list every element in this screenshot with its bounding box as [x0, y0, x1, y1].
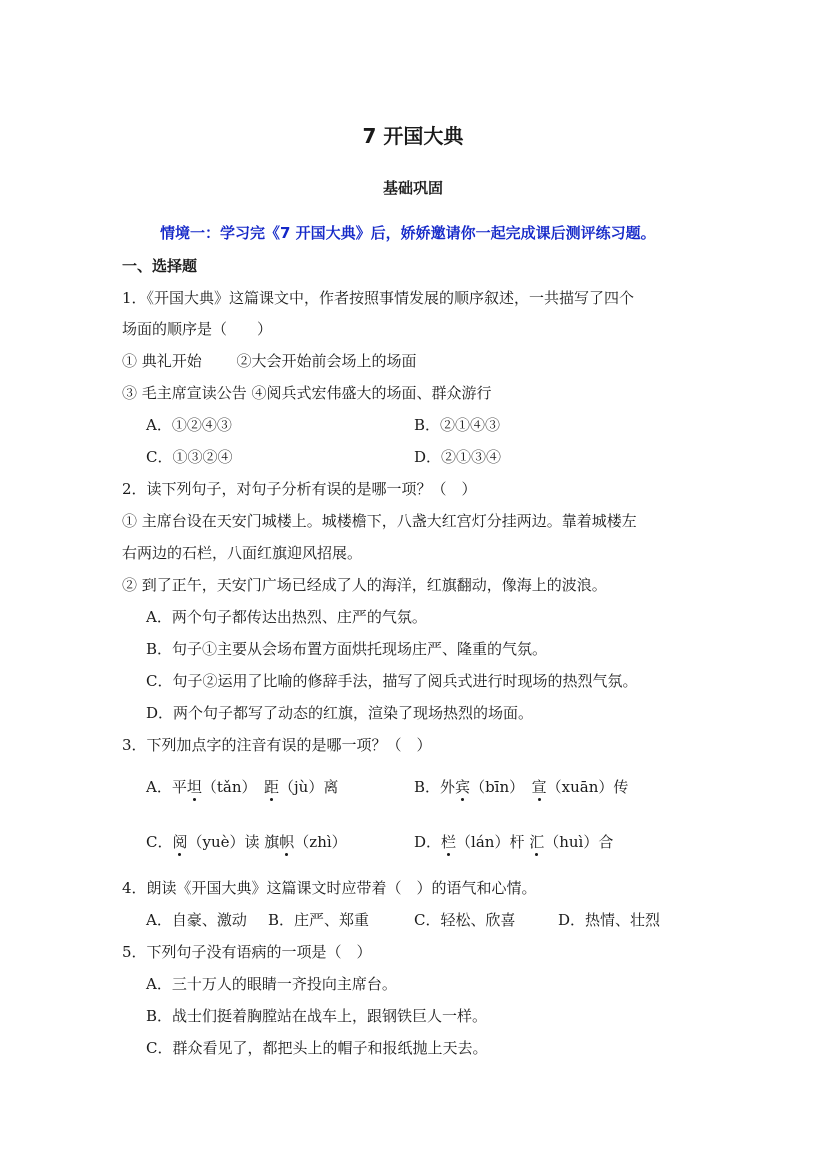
q5-option-b[interactable]: B．战士们挺着胸膛站在战车上，跟钢铁巨人一样。: [146, 1007, 488, 1025]
q5-option-a[interactable]: A．三十万人的眼睛一齐投向主席台。: [146, 975, 397, 993]
dotted-char: 阅: [172, 833, 188, 851]
dotted-char: 距: [264, 778, 280, 796]
q4-stem: 4．朗读《开国大典》这篇课文时应带着（ ）的语气和心情。: [122, 879, 537, 897]
q1-option-b[interactable]: B．②①④③: [414, 416, 501, 434]
q2-sentence-2: ② 到了正午，天安门广场已经成了人的海洋，红旗翻动，像海上的波浪。: [122, 576, 607, 594]
option-label: D．: [414, 833, 442, 851]
pinyin: （zhì）: [294, 833, 347, 851]
pinyin: （yuè）读 旗: [187, 833, 280, 851]
q3-option-a[interactable]: [146, 776, 338, 797]
q1-option-c[interactable]: C．①③②④: [146, 448, 233, 466]
dotted-char: 坦: [186, 778, 202, 796]
q3-option-b[interactable]: [414, 776, 628, 797]
q1-option-a[interactable]: A．①②④③: [146, 416, 232, 434]
q2-option-a[interactable]: A．两个句子都传达出热烈、庄严的气氛。: [146, 608, 427, 626]
q2-option-d[interactable]: D．两个句子都写了动态的红旗，渲染了现场热烈的场面。: [146, 704, 534, 722]
option-text: 外: [440, 778, 456, 796]
q1-item-2: ③ 毛主席宣读公告 ④阅兵式宏伟盛大的场面、群众游行: [122, 384, 492, 402]
q1-stem-line1: 1．《开国大典》这篇课文中，作者按照事情发展的顺序叙述，一共描写了四个: [122, 289, 635, 307]
option-text: 平: [171, 778, 187, 796]
dotted-char: 帜: [279, 833, 295, 851]
dotted-char: 栏: [441, 833, 457, 851]
dotted-char: 汇: [529, 833, 545, 851]
dotted-char: 宾: [455, 778, 471, 796]
option-label: B．: [414, 778, 441, 796]
q4-option-c[interactable]: C．轻松、欣喜: [414, 911, 516, 929]
pinyin: （huì）合: [544, 833, 614, 851]
q4-option-d[interactable]: D．热情、壮烈: [558, 911, 661, 929]
q1-option-d[interactable]: D．②①③④: [414, 448, 502, 466]
q1-stem-line2: 场面的顺序是（ ）: [122, 320, 273, 338]
context-instruction: 情境一：学习完《7 开国大典》后，娇娇邀请你一起完成课后测评练习题。: [160, 224, 656, 242]
option-label: A．: [146, 778, 172, 796]
pinyin: （lán）杆: [456, 833, 530, 851]
pinyin: （tǎn）: [201, 778, 265, 796]
q1-item-1: ① 典礼开始 ②大会开始前会场上的场面: [122, 352, 417, 370]
dotted-char: 宣: [531, 778, 547, 796]
pinyin: （jù）离: [279, 778, 339, 796]
section-heading: 一、选择题: [122, 257, 198, 275]
q2-option-c[interactable]: C．句子②运用了比喻的修辞手法，描写了阅兵式进行时现场的热烈气氛。: [146, 672, 638, 690]
section-subtitle: 基础巩固: [382, 179, 443, 197]
pinyin: （xuān）传: [546, 778, 629, 796]
option-label: C．: [146, 833, 173, 851]
page-title: 7 开国大典: [362, 124, 464, 148]
q3-stem: 3．下列加点字的注音有误的是哪一项？（ ）: [122, 736, 432, 754]
q5-stem: 5．下列句子没有语病的一项是（ ）: [122, 943, 372, 961]
q4-option-a[interactable]: A．自豪、激动: [146, 911, 247, 929]
q5-option-c[interactable]: C．群众看见了，都把头上的帽子和报纸抛上天去。: [146, 1039, 488, 1057]
q2-sentence-1-line2: 右两边的石栏，八面红旗迎风招展。: [122, 544, 363, 562]
q2-stem: 2．读下列句子，对句子分析有误的是哪一项？（ ）: [122, 480, 477, 498]
q3-option-d[interactable]: [414, 831, 613, 852]
q2-sentence-1-line1: ① 主席台设在天安门城楼上。城楼檐下，八盏大红宫灯分挂两边。靠着城楼左: [122, 512, 637, 530]
q4-option-b[interactable]: B．庄严、郑重: [268, 911, 370, 929]
q2-option-b[interactable]: B．句子①主要从会场布置方面烘托现场庄严、隆重的气氛。: [146, 640, 548, 658]
q3-option-c[interactable]: [146, 831, 347, 852]
pinyin: （bīn）: [470, 778, 532, 796]
